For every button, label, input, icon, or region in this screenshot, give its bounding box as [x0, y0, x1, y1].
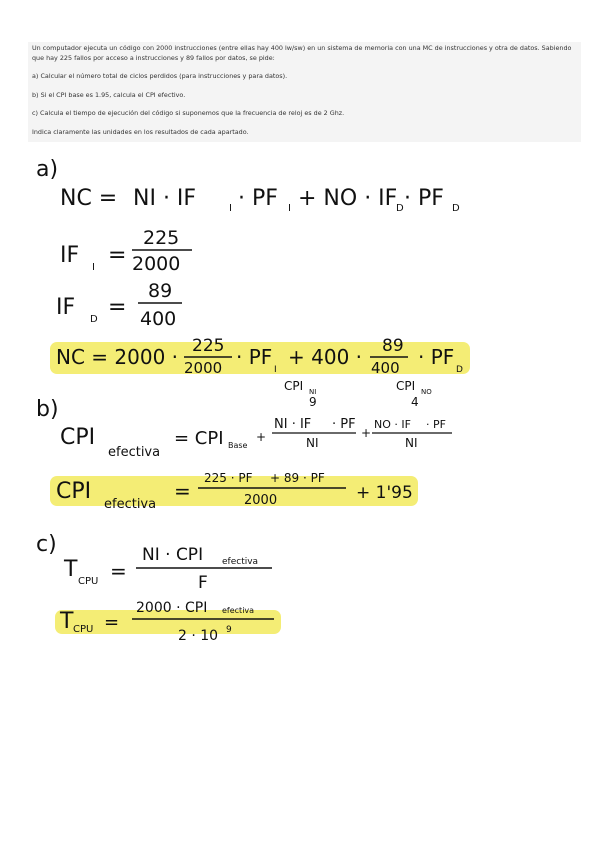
- cpi-eff-final-eq: =: [174, 479, 191, 503]
- cpi-eff-final-num-mid: + 89 · PF: [270, 471, 325, 485]
- nc-final-frac2-num: 89: [382, 336, 404, 356]
- ifd-eq: =: [108, 295, 127, 320]
- cpi-eff-eq-base: = CPI: [174, 428, 224, 449]
- part-b-label: b): [36, 397, 59, 422]
- ifi-num: 225: [143, 227, 180, 249]
- cpi-eff-final-tail: + 1'95: [356, 483, 413, 503]
- cpi-no-label: CPI: [396, 379, 416, 393]
- cpi-ni-sub: NI: [309, 388, 317, 396]
- ifd-num: 89: [148, 280, 173, 302]
- nc-final-pf-d: · PF: [418, 345, 455, 369]
- nc-formula-pf-d: · PF: [404, 186, 444, 211]
- ifi-den: 2000: [132, 253, 181, 275]
- cpi-eff-final-lhs: CPI: [56, 479, 92, 504]
- cpi-eff-final-den: 2000: [244, 493, 278, 508]
- cpi-eff-plus2: +: [361, 426, 372, 440]
- cpi-eff-lhs-sub: efectiva: [108, 445, 161, 460]
- nc-formula-sub-i: I: [229, 203, 232, 214]
- part-c-label: c): [36, 532, 57, 557]
- tcpu-lhs: T: [64, 557, 78, 582]
- tcpu-final-den: 2 · 10: [178, 628, 219, 644]
- tcpu-final-eq: =: [104, 612, 120, 633]
- tcpu-eq: =: [110, 559, 127, 583]
- tcpu-final-den-exp: 9: [226, 625, 232, 635]
- ifd-sub: D: [90, 314, 98, 325]
- cpi-eff-frac1-den: NI: [306, 436, 319, 450]
- ifi-lhs: IF: [60, 243, 80, 268]
- nc-final-frac2-den: 400: [371, 359, 400, 377]
- statement-item-b: b) Si el CPI base es 1.95, calcula el CPI efectivo.: [32, 90, 186, 99]
- nc-formula-sub-i2: I: [288, 203, 291, 214]
- part-a-label: a): [36, 157, 59, 182]
- tcpu-num-sub: efectiva: [222, 557, 259, 567]
- cpi-eff-lhs: CPI: [60, 425, 96, 450]
- nc-final-pf-i: · PF: [236, 345, 273, 369]
- nc-final-frac1-den: 2000: [184, 359, 223, 377]
- cpi-ni-value: 9: [309, 395, 317, 409]
- tcpu-lhs-sub: CPU: [78, 576, 99, 587]
- cpi-eff-final-lhs-sub: efectiva: [104, 497, 157, 512]
- cpi-eff-frac2-den: NI: [405, 436, 418, 450]
- cpi-no-value: 4: [411, 395, 419, 409]
- ifd-lhs: IF: [56, 295, 76, 320]
- tcpu-final-num-sub: efectiva: [222, 606, 255, 615]
- nc-formula-lhs: NC =: [60, 186, 118, 211]
- nc-final-plus-400: + 400 ·: [288, 345, 363, 369]
- cpi-ni-label: CPI: [284, 379, 304, 393]
- cpi-base-sub: Base: [228, 441, 248, 450]
- cpi-eff-frac2-num-tail: · PF: [426, 418, 446, 431]
- nc-formula-no-if: + NO · IF: [298, 186, 398, 211]
- ifd-den: 400: [140, 308, 177, 330]
- nc-final-frac1-num: 225: [192, 336, 225, 356]
- statement-note: Indica claramente las unidades en los resultados de cada apartado.: [32, 127, 249, 136]
- tcpu-num: NI · CPI: [142, 545, 204, 565]
- cpi-eff-frac1-num: NI · IF: [274, 417, 312, 432]
- nc-formula-sub-d: D: [396, 203, 404, 214]
- statement-intro: Un computador ejecuta un código con 2000 instrucciones (entre ellas hay 400 lw/sw) en un sistema de memoria con una MC de instrucciones y otra de datos. Sabiendo que hay 225 fallos por acceso a instrucciones y 89 fallos por datos, se pide:: [32, 44, 572, 62]
- nc-formula-sub-d2: D: [452, 203, 460, 214]
- nc-formula-pf-i: · PF: [238, 186, 278, 211]
- statement-item-a: a) Calcular el número total de ciclos perdidos (para instrucciones y para datos).: [32, 72, 288, 81]
- tcpu-den: F: [198, 573, 208, 593]
- nc-formula-ni-if: NI · IF: [133, 186, 197, 211]
- nc-final-sub-i: I: [274, 365, 277, 375]
- tcpu-final-lhs: T: [60, 609, 74, 634]
- tcpu-final-num: 2000 · CPI: [136, 600, 208, 616]
- cpi-eff-plus1: +: [256, 430, 267, 444]
- cpi-eff-final-num: 225 · PF: [204, 471, 253, 485]
- ifi-sub: I: [92, 262, 95, 273]
- ifi-eq: =: [108, 243, 127, 268]
- nc-final-sub-d: D: [456, 365, 463, 375]
- statement-item-c: c) Calcula el tiempo de ejecución del código si suponemos que la frecuencia de reloj es de 2 Ghz.: [32, 109, 345, 118]
- tcpu-final-lhs-sub: CPU: [73, 624, 94, 635]
- nc-final-lhs: NC = 2000 ·: [56, 345, 179, 369]
- cpi-eff-frac2-num: NO · IF: [374, 418, 411, 431]
- cpi-no-sub: NO: [421, 388, 432, 396]
- cpi-eff-frac1-num-tail: · PF: [332, 417, 356, 432]
